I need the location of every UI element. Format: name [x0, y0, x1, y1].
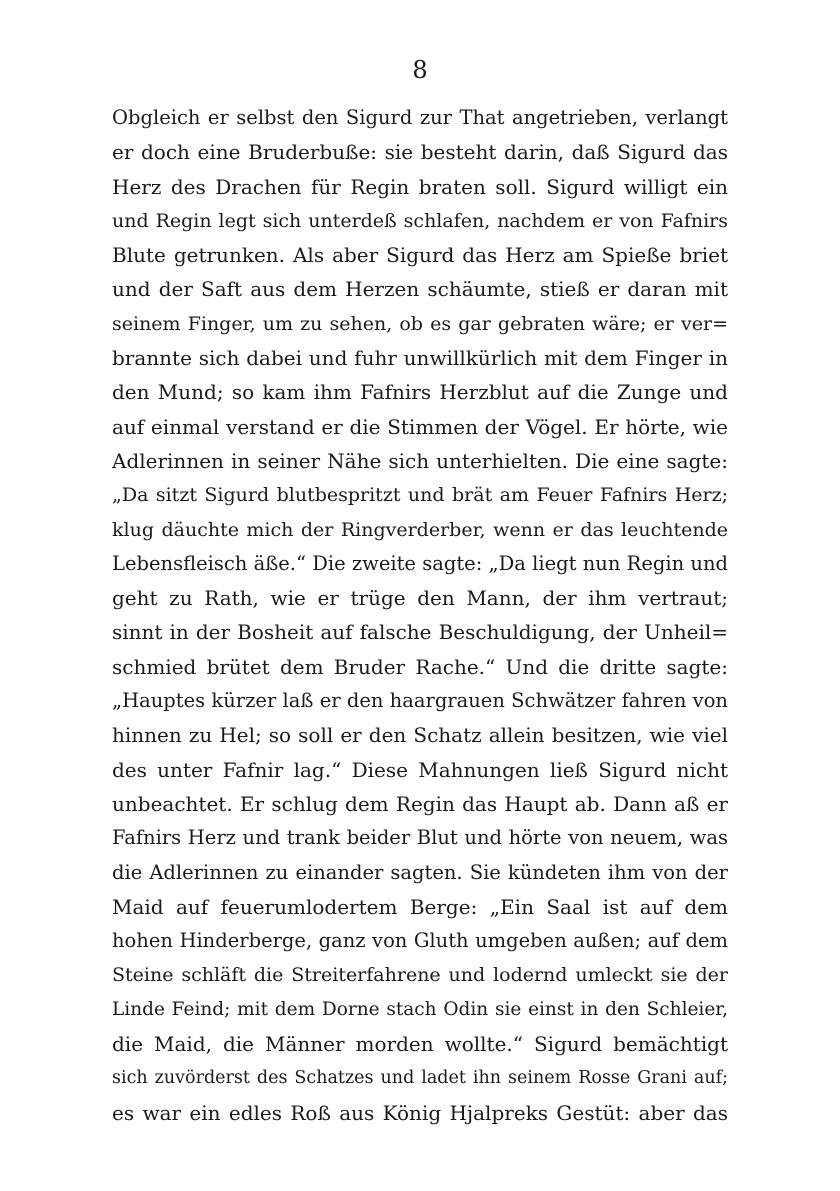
- text-line: Adlerinnen in seiner Nähe sich unterhielten. Die eine sagte:: [112, 448, 728, 473]
- text-line: brannte sich dabei und fuhr unwillkürlich mit dem Finger in: [112, 346, 728, 371]
- text-line: und der Saft aus dem Herzen schäumte, stieß er daran mit: [112, 277, 728, 302]
- body-text: [112, 101, 728, 1130]
- text-line: Fafnirs Herz und trank beider Blut und hörte von neuem, was: [112, 826, 728, 850]
- text-line: Linde Feind; mit dem Dorne stach Odin sie einst in den Schleier,: [112, 998, 728, 1020]
- text-line: Steine schläft die Streiterfahrene und lodernd umleckt sie der: [112, 964, 728, 987]
- text-line: klug däuchte mich der Ringverderber, wenn er das leuchtende: [112, 518, 728, 541]
- text-line: schmied brütet dem Bruder Rache.“ Und die dritte sagte:: [112, 654, 728, 679]
- text-line: sich zuvörderst des Schatzes und ladet ihn seinem Rosse Grani auf;: [112, 1068, 728, 1089]
- text-line: Herz des Drachen für Regin braten soll. Sigurd willigt ein: [112, 174, 728, 199]
- text-line: Obgleich er selbst den Sigurd zur That angetrieben, verlangt: [112, 106, 728, 129]
- text-line: er doch eine Bruderbuße: sie besteht darin, daß Sigurd das: [112, 140, 728, 165]
- text-line: geht zu Rath, wie er trüge den Mann, der ihm vertraut;: [112, 586, 728, 611]
- text-line: Lebensfleisch äße.“ Die zweite sagte: „Da liegt nun Regin und: [112, 551, 728, 575]
- text-line: „Da sitzt Sigurd blutbespritzt und brät am Feuer Fafnirs Herz;: [112, 484, 728, 507]
- text-line: hinnen zu Hel; so soll er den Schatz allein besitzen, wie viel: [112, 723, 728, 748]
- text-line: den Mund; so kam ihm Fafnirs Herzblut auf die Zunge und: [112, 380, 728, 405]
- text-line: die Maid, die Männer morden wollte.“ Sigurd bemächtigt: [112, 1032, 728, 1057]
- text-line: Blute getrunken. Als aber Sigurd das Herz am Spieße briet: [112, 243, 728, 268]
- text-line: unbeachtet. Er schlug dem Regin das Haupt ab. Dann aß er: [112, 791, 728, 816]
- page-number: 8: [412, 56, 428, 84]
- text-line: „Hauptes kürzer laß er den haargrauen Schwätzer fahren von: [112, 689, 728, 713]
- text-line: hohen Hinderberge, ganz von Gluth umgeben außen; auf dem: [112, 929, 728, 953]
- text-line: des unter Fafnir lag.“ Diese Mahnungen ließ Sigurd nicht: [112, 757, 728, 782]
- text-line: es war ein edles Roß aus König Hjalpreks Gestüt: aber das: [112, 1100, 728, 1125]
- text-line: seinem Finger, um zu sehen, ob es gar gebraten wäre; er ver=: [112, 312, 728, 335]
- text-line: und Regin legt sich unterdeß schlafen, nachdem er von Fafnirs: [112, 209, 728, 232]
- text-line: die Adlerinnen zu einander sagten. Sie kündeten ihm von der: [112, 860, 728, 884]
- text-line: auf einmal verstand er die Stimmen der Vögel. Er hörte, wie: [112, 414, 728, 439]
- text-line: Maid auf feuerumlodertem Berge: „Ein Saal ist auf dem: [112, 894, 728, 919]
- text-line: sinnt in der Bosheit auf falsche Beschuldigung, der Unheil=: [112, 620, 728, 645]
